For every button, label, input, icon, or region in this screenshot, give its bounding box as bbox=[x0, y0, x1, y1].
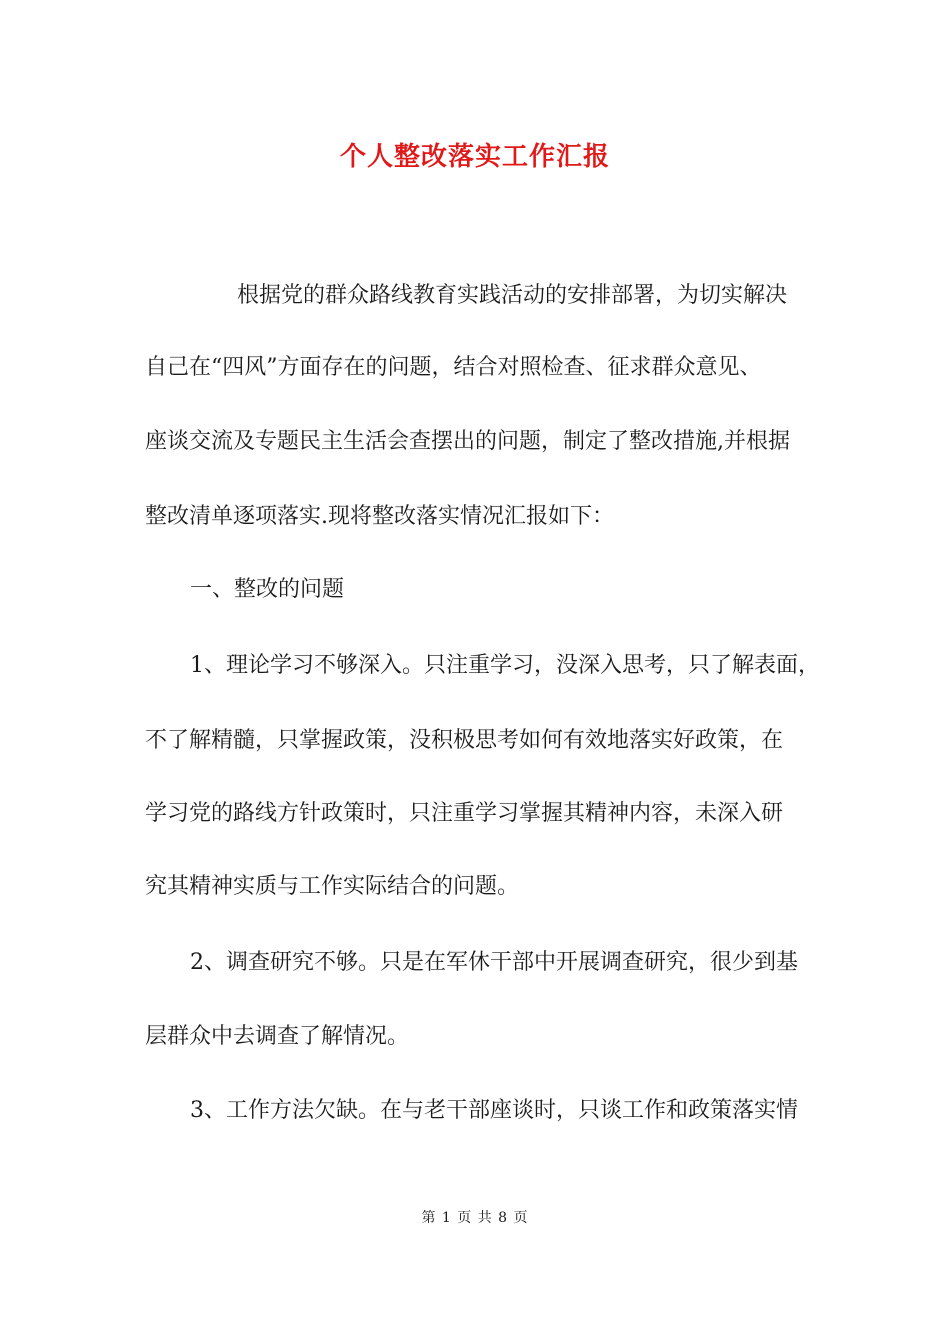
page-number: 第 1 页 共 8 页 bbox=[421, 1210, 529, 1226]
paragraph-line: 不了解精髓，只掌握政策，没积极思考如何有效地落实好政策，在 bbox=[145, 728, 784, 753]
paragraph-line: 2、调查研究不够。只是在军休干部中开展调查研究，很少到基 bbox=[190, 950, 798, 975]
paragraph-line: 3、工作方法欠缺。在与老干部座谈时，只谈工作和政策落实情 bbox=[190, 1098, 798, 1123]
paragraph-line: 自己在“四风”方面存在的问题，结合对照检查、征求群众意见、 bbox=[145, 355, 762, 380]
document-title: 个人整改落实工作汇报 bbox=[339, 142, 610, 172]
paragraph-line: 整改清单逐项落实.现将整改落实情况汇报如下： bbox=[145, 504, 614, 529]
section-heading: 一、整改的问题 bbox=[190, 577, 345, 602]
paragraph-line: 1、理论学习不够深入。只注重学习，没深入思考，只了解表面， bbox=[190, 653, 820, 678]
paragraph-line: 究其精神实质与工作实际结合的问题。 bbox=[145, 874, 520, 899]
paragraph-line: 根据党的群众路线教育实践活动的安排部署，为切实解决 bbox=[237, 283, 788, 308]
paragraph-line: 座谈交流及专题民主生活会查摆出的问题，制定了整改措施,并根据 bbox=[145, 429, 790, 454]
paragraph-line: 学习党的路线方针政策时，只注重学习掌握其精神内容，未深入研 bbox=[145, 801, 784, 826]
paragraph-line: 层群众中去调查了解情况。 bbox=[145, 1024, 410, 1049]
